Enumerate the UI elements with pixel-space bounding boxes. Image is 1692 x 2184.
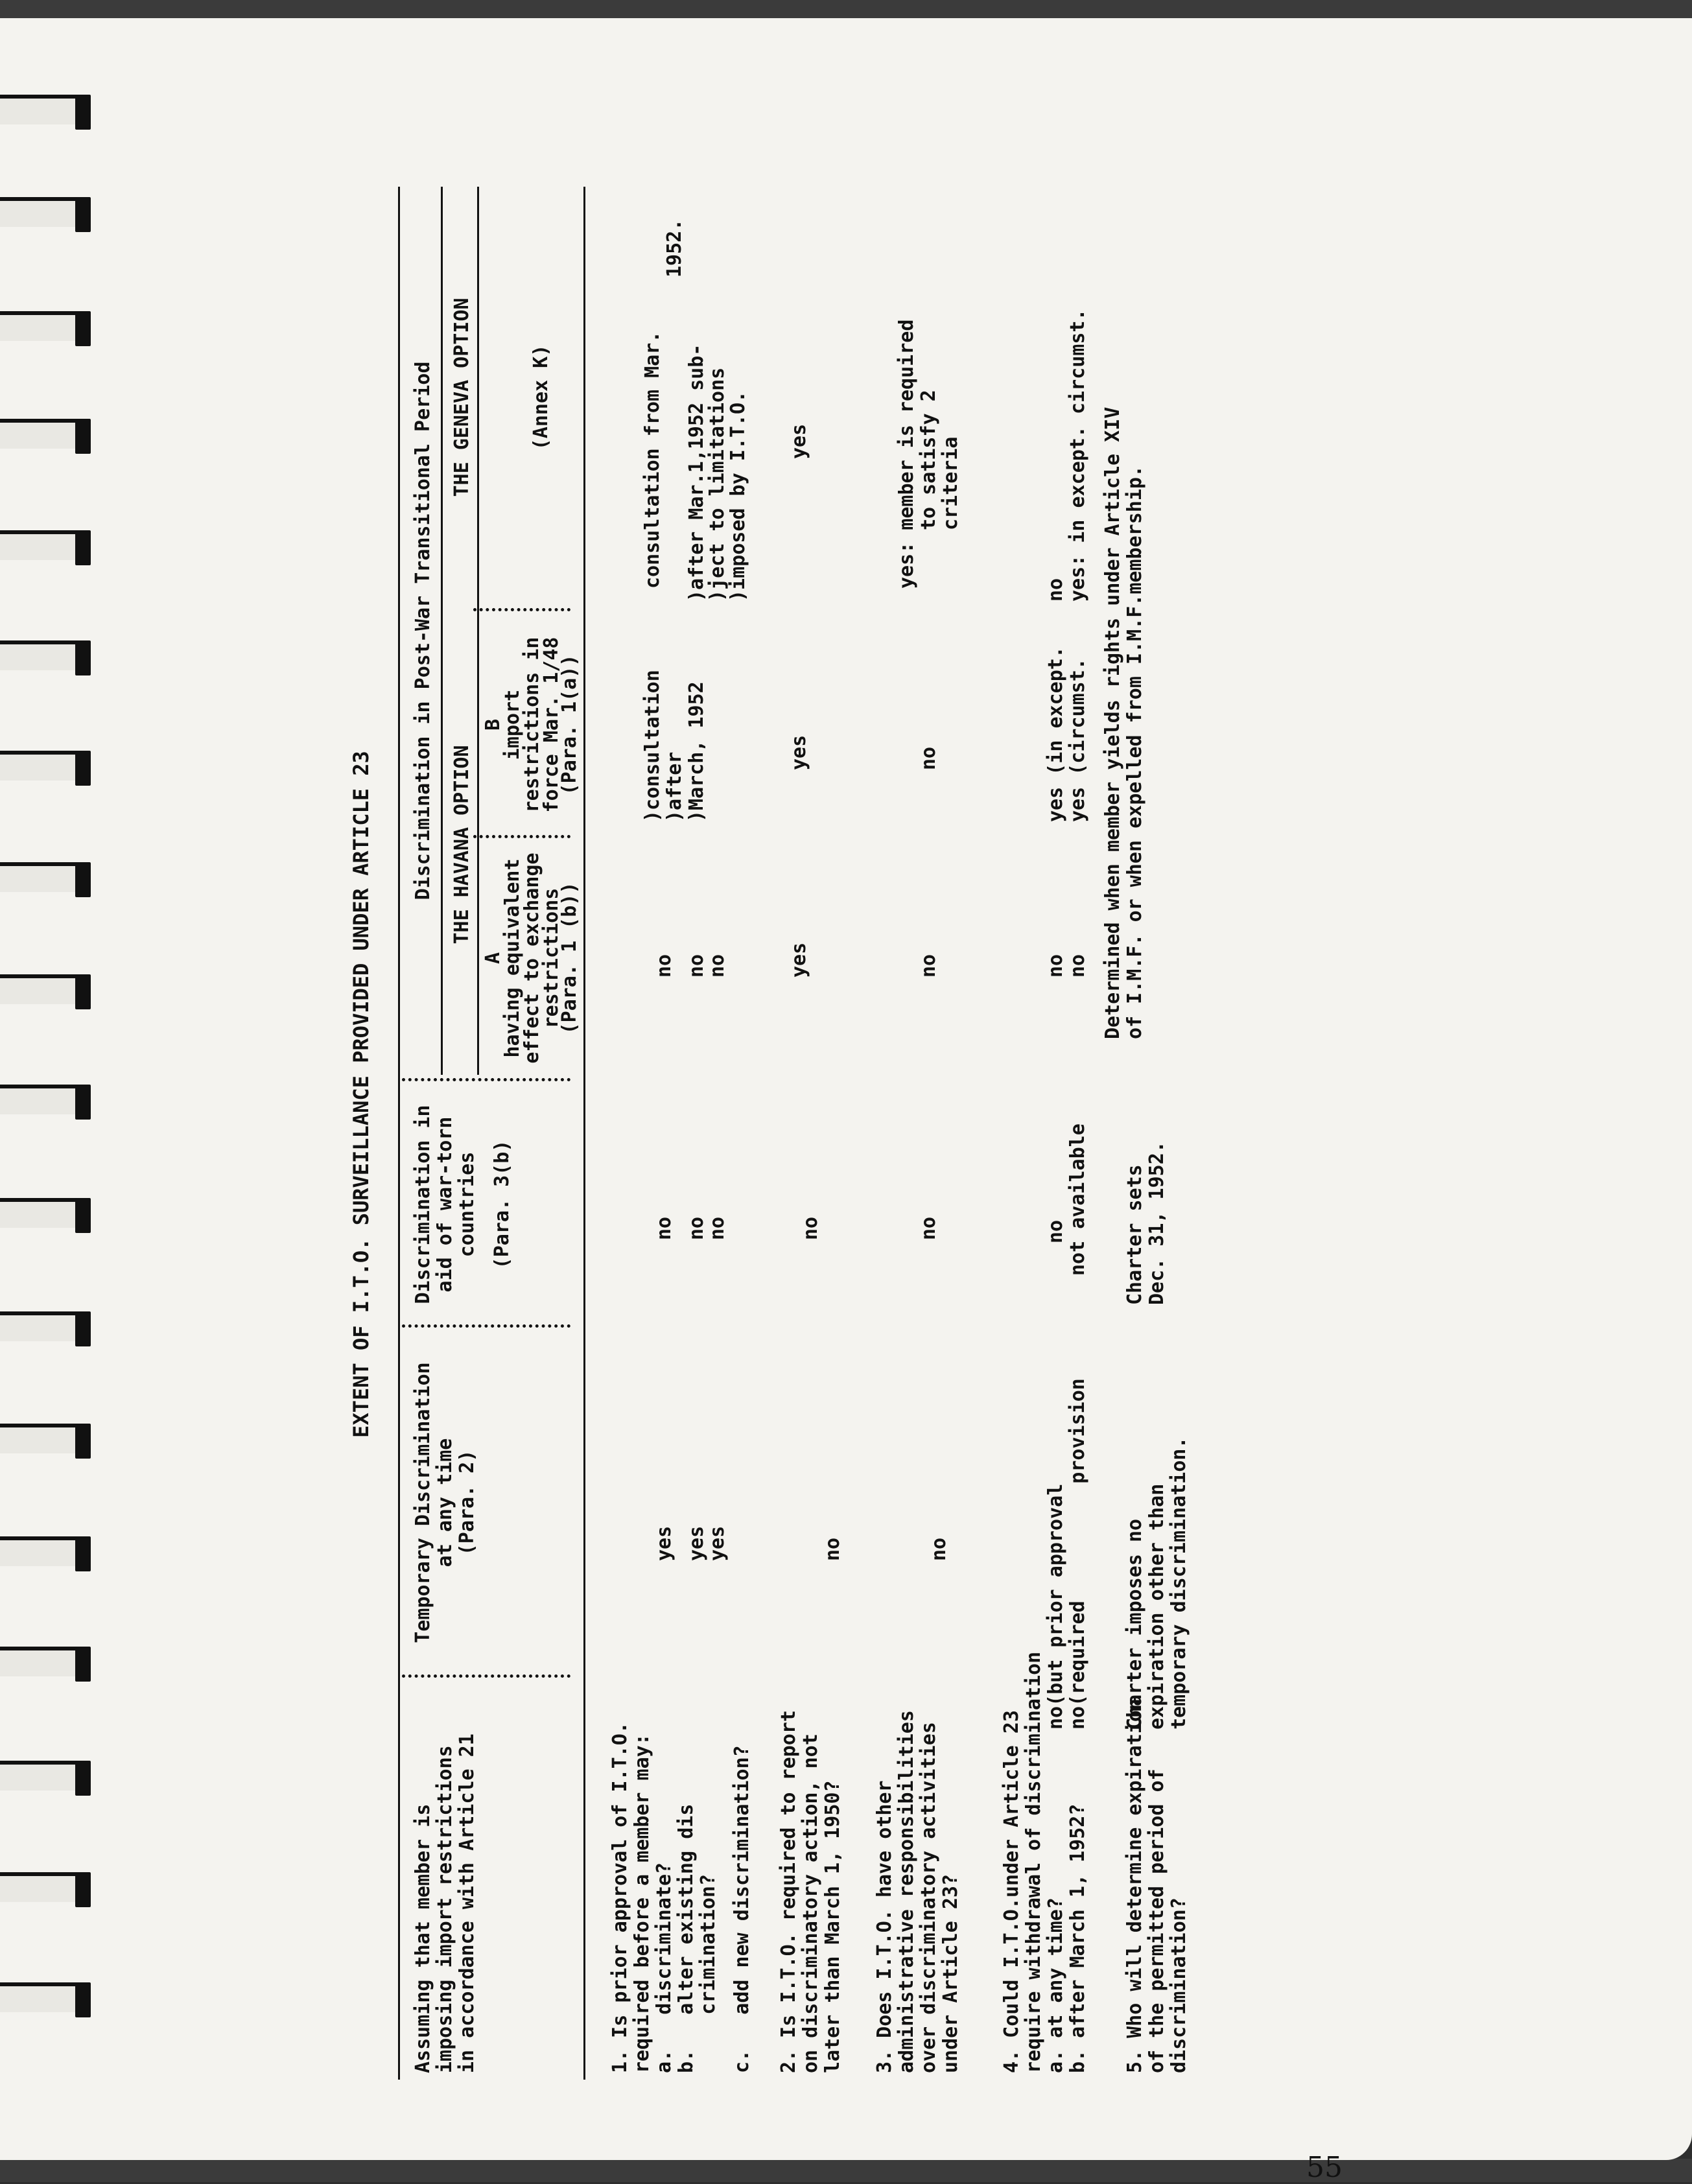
q1-war-torn-b: no [685,1216,708,1240]
q1-temporary-c: yes [706,1525,729,1561]
binding-ring [0,1198,97,1233]
header-discrimination-group: Discrimination in Post-War Transitional Period [412,361,434,900]
q4-a-1: no [1044,954,1067,978]
q1-temporary-b: yes [685,1525,708,1561]
q5-ab-1: Determined when member yields rights under Article XIV [1101,406,1124,1039]
q5-war-torn-1: Charter sets [1123,1164,1146,1305]
q1-b-3: )March, 1952 [685,681,708,822]
q1-line-4: b. alter existing dis [675,1803,698,2073]
q1-war-torn-a: no [653,1216,676,1240]
q1-b-2: )after [663,751,686,822]
q5-temporary-3: temporary discrimination. [1168,1437,1190,1730]
q1-geneva-4: )ject to limitations [706,367,729,602]
binding-ring [0,530,97,565]
q5-ab-2: of I.M.F. or when expelled from I.M.F.membership. [1123,465,1146,1039]
q4-temporary-1: no(but prior approval [1044,1483,1067,1730]
header-col-a-2: having equivalent [501,858,524,1058]
header-war-torn-4: (Para. 3(b) [491,1140,513,1269]
header-col-b-5: (Para. 1(a)) [558,654,581,795]
spiral-binding [0,18,110,2160]
binding-ring [0,419,97,454]
q3-geneva-2: to satisfy 2 [917,390,940,530]
q2-geneva: yes [788,423,810,459]
q2-line-2: on discriminatory action, not [799,1733,822,2073]
q2-line-3: later than March 1, 1950? [821,1780,844,2073]
q1-geneva-1: consultation from Mar. [641,331,664,589]
q4-line-3: a. at any time? [1044,1897,1067,2073]
q1-b-1: )consultation [641,670,664,822]
q1-line-3: a. discriminate? [653,1862,676,2073]
q1-geneva-3: )after Mar.1,1952 sub- [685,344,708,602]
column-separator [402,1674,570,1678]
q5-line-2: of the permitted period of [1146,1768,1168,2073]
header-col-a-1: A [482,952,504,965]
header-assuming-1: Assuming that member is [412,1803,434,2073]
q5-temporary-1: Charter imposes no [1123,1518,1146,1730]
q4-b-1: yes (in except. [1044,646,1067,822]
q4-line-2: require withdrawal of discrimination [1022,1651,1045,2073]
header-war-torn-2: aid of war-torn [434,1116,456,1293]
header-col-b-3: restrictions in [521,637,543,813]
q4-war-torn-1: no [1044,1219,1067,1243]
q1-a-c: no [706,954,729,978]
header-temporary-2: at any time [434,1438,456,1568]
q5-line-3: discrimination? [1168,1897,1190,2073]
group-rule [441,187,443,1075]
q3-a: no [917,954,940,978]
column-separator [473,835,570,838]
header-col-b-4: force Mar. 1/48 [540,637,563,813]
binding-ring [0,1311,97,1346]
q4-line-1: 4. Could I.T.O.under Article 23 [1000,1710,1023,2073]
binding-ring [0,1761,97,1796]
q3-line-4: under Article 23? [939,1873,962,2073]
binding-ring [0,751,97,786]
q4-geneva-1: no [1044,578,1067,602]
option-rule [477,187,479,1075]
binding-ring [0,1872,97,1907]
column-separator [473,608,570,611]
header-war-torn-1: Discrimination in [412,1105,434,1304]
header-col-b-2: import [501,689,524,760]
q1-war-torn-c: no [706,1216,729,1240]
q1-line-6: c. add new discrimination? [731,1745,753,2073]
header-col-b-1: B [482,718,504,731]
scan-top-edge [0,0,1692,19]
header-temporary-1: Temporary Discrimination [412,1362,434,1643]
q2-temporary: no [821,1537,844,1561]
binding-ring [0,311,97,346]
q2-a: yes [788,942,810,978]
binding-ring [0,640,97,675]
q4-geneva-2: yes: in except. circumst. [1066,309,1089,602]
header-havana-option: THE HAVANA OPTION [451,745,473,945]
q5-line-1: 5. Who will determine expiration [1123,1698,1146,2073]
column-separator [402,1324,570,1328]
binding-ring [0,1647,97,1682]
header-rule [583,187,585,2080]
header-assuming-3: in accordance with Article 21 [456,1733,478,2073]
header-col-a-3: effect to exchange [521,852,543,1064]
header-annex: (Annex K) [530,344,552,451]
column-separator [402,1078,570,1081]
q2-b: yes [788,734,810,770]
q4-temporary-2: no(required provision [1066,1378,1089,1730]
q3-temporary: no [928,1537,950,1561]
binding-ring [0,1085,97,1120]
header-geneva-option: THE GENEVA OPTION [451,298,473,497]
binding-ring [0,974,97,1009]
binding-ring [0,95,97,130]
binding-ring [0,862,97,897]
q1-a-a: no [653,954,676,978]
binding-ring [0,197,97,232]
q4-war-torn-2: not available [1066,1123,1089,1276]
q1-temporary-a: yes [653,1525,676,1561]
q3-line-2: administrative responsibilities [895,1710,918,2073]
header-col-a-4: restrictions [540,887,563,1029]
header-assuming-2: imposing import restrictions [434,1745,456,2073]
q3-line-1: 3. Does I.T.O. have other [873,1780,896,2073]
q3-war-torn: no [917,1216,940,1240]
q3-line-3: over discriminatory activities [917,1722,940,2073]
binding-ring [0,1424,97,1459]
q3-b: no [917,746,940,770]
rotated-table [350,96,1504,2093]
q4-b-2: yes (circumst. [1066,658,1089,822]
q4-line-4: b. after March 1, 1952? [1066,1803,1089,2073]
q1-geneva-2: 1952. [663,218,686,277]
q3-geneva-3: criteria [939,436,962,530]
q1-geneva-5: )imposed by I.T.O. [727,390,749,602]
header-col-a-5: (Para. 1 (b)) [558,882,581,1035]
header-war-torn-3: countries [456,1151,478,1258]
q2-war-torn: no [799,1216,822,1240]
q1-line-2: required before a member may: [631,1733,653,2073]
document-page [0,18,1692,2184]
binding-ring [0,1536,97,1571]
q2-line-1: 2. Is I.T.O. required to report [777,1710,800,2073]
q1-line-5: crimination? [697,1873,720,2073]
q5-war-torn-2: Dec. 31, 1952. [1146,1141,1168,1305]
table-title: EXTENT OF I.T.O. SURVEILLANCE PROVIDED UNDER ARTICLE 23 [349,751,373,1438]
scan-bottom-edge [0,2159,1692,2182]
top-rule [398,187,400,2080]
q5-temporary-2: expiration other than [1146,1483,1168,1730]
q3-geneva-1: yes: member is required [895,319,918,589]
q4-a-2: no [1066,954,1089,978]
binding-ring [0,1982,97,2017]
q1-line-1: 1. Is prior approval of I.T.O. [609,1722,631,2073]
q1-a-b: no [685,954,708,978]
header-temporary-3: (Para. 2) [456,1450,478,1556]
page-number: 55 [1306,2151,1343,2184]
